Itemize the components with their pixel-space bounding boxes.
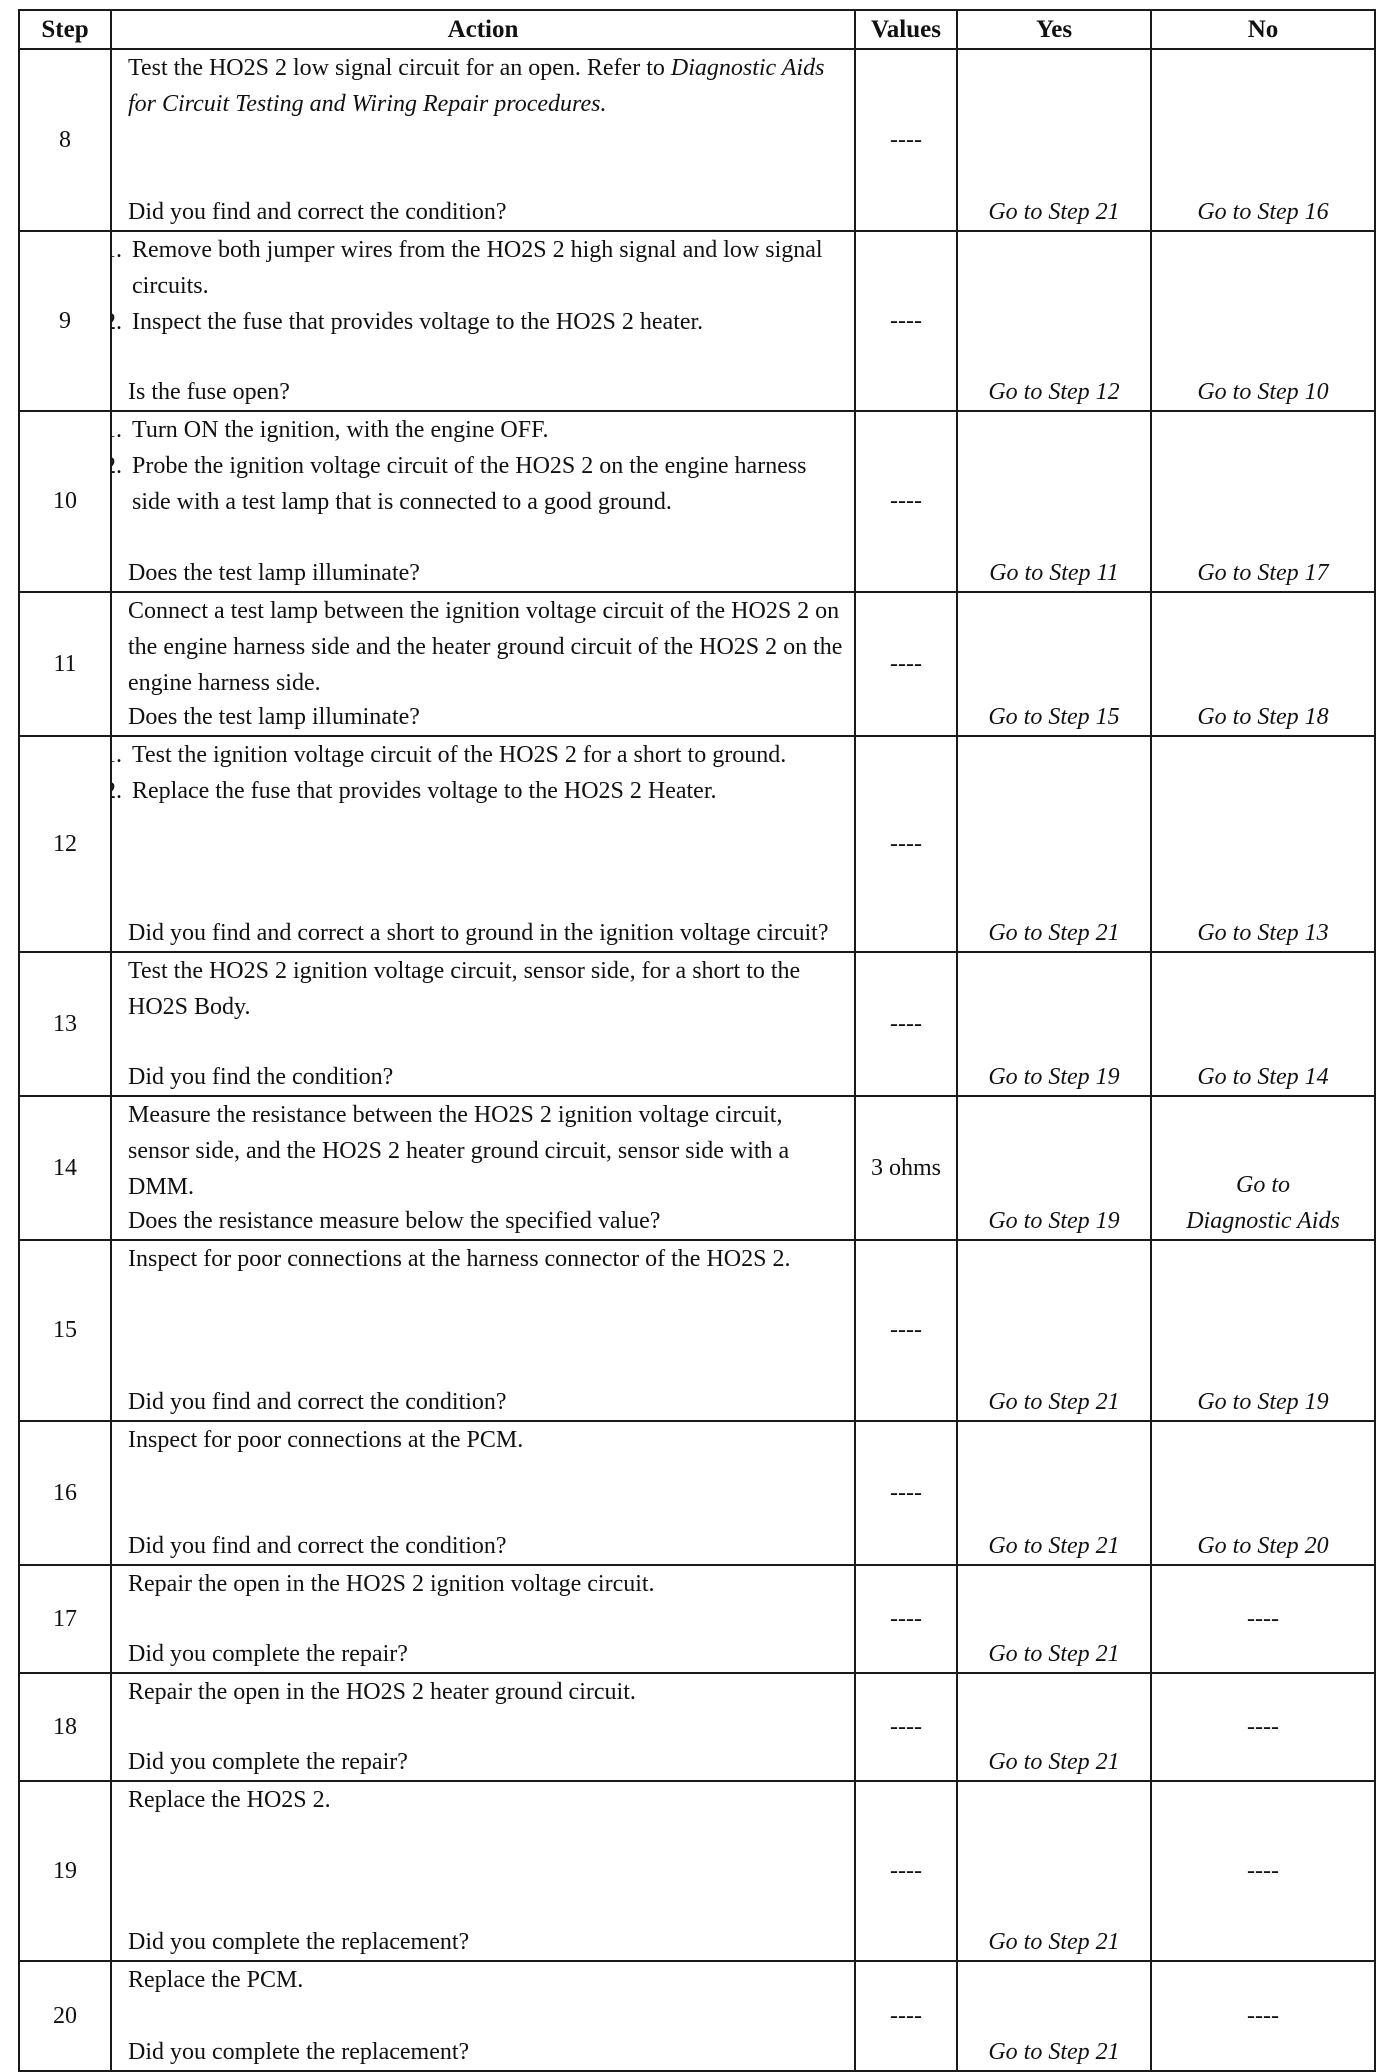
step-number: 11	[19, 592, 111, 736]
action-cell	[111, 1421, 855, 1565]
diagnostic-table	[18, 9, 1376, 2072]
action-text: Connect a test lamp between the ignition voltage circuit of the HO2S 2 on the engine harness side and the heater ground circuit of the HO2S 2 on the engine harness side.	[128, 598, 843, 696]
table-row	[19, 592, 1375, 736]
action-question: Did you find and correct a short to ground in the ignition voltage circuit?	[128, 920, 829, 946]
no-cell: Go to Step 13	[1151, 736, 1375, 952]
action-cell	[111, 1096, 855, 1240]
yes-cell: Go to Step 12	[957, 231, 1151, 411]
no-line: Go to	[1236, 1172, 1290, 1198]
action-step: 1. Test the ignition voltage circuit of the HO2S 2 for a short to ground.	[128, 737, 848, 773]
step-number: 16	[19, 1421, 111, 1565]
action-cell	[111, 411, 855, 592]
step-number: 17	[19, 1565, 111, 1673]
action-cell	[111, 952, 855, 1096]
action-text: Repair the open in the HO2S 2 heater ground circuit.	[128, 1679, 636, 1705]
yes-cell: Go to Step 21	[957, 736, 1151, 952]
no-cell: Go to Step 20	[1151, 1421, 1375, 1565]
values-cell: ----	[855, 231, 957, 411]
no-cell: Go to Step 19	[1151, 1240, 1375, 1421]
action-cell	[111, 231, 855, 411]
action-cell	[111, 1961, 855, 2071]
no-cell: ----	[1151, 1781, 1375, 1961]
step-number: 12	[19, 736, 111, 952]
action-step: 2. Probe the ignition voltage circuit of the HO2S 2 on the engine harness side with a test lamp that is connected to a good ground.	[128, 448, 848, 520]
action-question: Did you find and correct the condition?	[128, 1389, 507, 1415]
yes-cell: Go to Step 15	[957, 592, 1151, 736]
header-values: Values	[855, 10, 957, 49]
no-cell: Go to Step 16	[1151, 49, 1375, 231]
table-row	[19, 952, 1375, 1096]
action-cell	[111, 592, 855, 736]
yes-cell: Go to Step 21	[957, 1673, 1151, 1781]
action-question: Did you find and correct the condition?	[128, 199, 507, 225]
yes-cell: Go to Step 21	[957, 1781, 1151, 1961]
yes-cell: Go to Step 19	[957, 1096, 1151, 1240]
step-number: 19	[19, 1781, 111, 1961]
action-cell	[111, 1673, 855, 1781]
no-cell: Go to Step 14	[1151, 952, 1375, 1096]
no-cell	[1151, 1096, 1375, 1240]
action-step: 2. Replace the fuse that provides voltage to the HO2S 2 Heater.	[128, 773, 848, 809]
action-question: Does the resistance measure below the specified value?	[128, 1208, 661, 1234]
action-question: Does the test lamp illuminate?	[128, 560, 420, 586]
action-text: Measure the resistance between the HO2S 2 ignition voltage circuit, sensor side, and the HO2S 2 heater ground circuit, sensor side with a DMM.	[128, 1102, 790, 1200]
yes-cell: Go to Step 21	[957, 1961, 1151, 2071]
action-steps	[112, 232, 854, 340]
header-yes: Yes	[957, 10, 1151, 49]
action-cell	[111, 49, 855, 231]
action-cell	[111, 1240, 855, 1421]
action-question: Did you find the condition?	[128, 1064, 394, 1090]
values-cell: ----	[855, 736, 957, 952]
header-step: Step	[19, 10, 111, 49]
no-line: Diagnostic Aids	[1186, 1208, 1340, 1234]
yes-cell: Go to Step 19	[957, 952, 1151, 1096]
values-cell: ----	[855, 49, 957, 231]
action-cell	[111, 736, 855, 952]
yes-cell: Go to Step 21	[957, 1240, 1151, 1421]
header-row	[19, 10, 1375, 49]
values-cell: ----	[855, 1240, 957, 1421]
action-question: Did you complete the repair?	[128, 1749, 408, 1775]
table-row	[19, 1565, 1375, 1673]
table-row	[19, 411, 1375, 592]
values-cell: ----	[855, 1781, 957, 1961]
no-cell: ----	[1151, 1673, 1375, 1781]
action-text: Test the HO2S 2 ignition voltage circuit, sensor side, for a short to the HO2S Body.	[128, 958, 801, 1020]
values-cell: ----	[855, 592, 957, 736]
action-text: Replace the PCM.	[128, 1967, 304, 1993]
no-cell: ----	[1151, 1565, 1375, 1673]
action-text: Inspect for poor connections at the harness connector of the HO2S 2.	[128, 1246, 791, 1272]
table-row	[19, 49, 1375, 231]
action-text: Inspect for poor connections at the PCM.	[128, 1427, 524, 1453]
yes-cell: Go to Step 21	[957, 49, 1151, 231]
table-row	[19, 1421, 1375, 1565]
step-number: 13	[19, 952, 111, 1096]
step-number: 10	[19, 411, 111, 592]
values-cell: ----	[855, 952, 957, 1096]
step-number: 14	[19, 1096, 111, 1240]
action-question: Did you complete the replacement?	[128, 1929, 470, 1955]
action-question: Does the test lamp illuminate?	[128, 704, 420, 730]
action-text: Test the HO2S 2 low signal circuit for an open. Refer to Diagnostic Aids for Circuit Testing and Wiring Repair procedures.	[128, 55, 825, 117]
action-steps	[112, 412, 854, 520]
table-row	[19, 1961, 1375, 2071]
values-cell: ----	[855, 411, 957, 592]
no-cell: ----	[1151, 1961, 1375, 2071]
action-text: Repair the open in the HO2S 2 ignition voltage circuit.	[128, 1571, 655, 1597]
values-cell: ----	[855, 1565, 957, 1673]
action-text: Replace the HO2S 2.	[128, 1787, 331, 1813]
action-step: 1. Turn ON the ignition, with the engine OFF.	[128, 412, 848, 448]
values-cell: ----	[855, 1961, 957, 2071]
action-question: Did you complete the replacement?	[128, 2039, 470, 2065]
action-step: 2. Inspect the fuse that provides voltage to the HO2S 2 heater.	[128, 304, 848, 340]
table-row	[19, 231, 1375, 411]
header-action: Action	[111, 10, 855, 49]
values-cell: ----	[855, 1421, 957, 1565]
action-step: 1. Remove both jumper wires from the HO2S 2 high signal and low signal circuits.	[128, 232, 848, 304]
values-cell: ----	[855, 1673, 957, 1781]
step-number: 8	[19, 49, 111, 231]
action-question: Did you find and correct the condition?	[128, 1533, 507, 1559]
table-row	[19, 1096, 1375, 1240]
yes-cell: Go to Step 11	[957, 411, 1151, 592]
table-row	[19, 1240, 1375, 1421]
yes-cell: Go to Step 21	[957, 1565, 1151, 1673]
values-cell: 3 ohms	[855, 1096, 957, 1240]
table-row	[19, 1673, 1375, 1781]
header-no: No	[1151, 10, 1375, 49]
table-row	[19, 736, 1375, 952]
step-number: 9	[19, 231, 111, 411]
step-number: 20	[19, 1961, 111, 2071]
step-number: 15	[19, 1240, 111, 1421]
no-cell: Go to Step 10	[1151, 231, 1375, 411]
no-cell: Go to Step 18	[1151, 592, 1375, 736]
step-number: 18	[19, 1673, 111, 1781]
action-steps	[112, 737, 854, 809]
no-cell: Go to Step 17	[1151, 411, 1375, 592]
yes-cell: Go to Step 21	[957, 1421, 1151, 1565]
action-question: Did you complete the repair?	[128, 1641, 408, 1667]
table-row	[19, 1781, 1375, 1961]
action-cell	[111, 1781, 855, 1961]
action-cell	[111, 1565, 855, 1673]
action-question: Is the fuse open?	[128, 379, 290, 405]
